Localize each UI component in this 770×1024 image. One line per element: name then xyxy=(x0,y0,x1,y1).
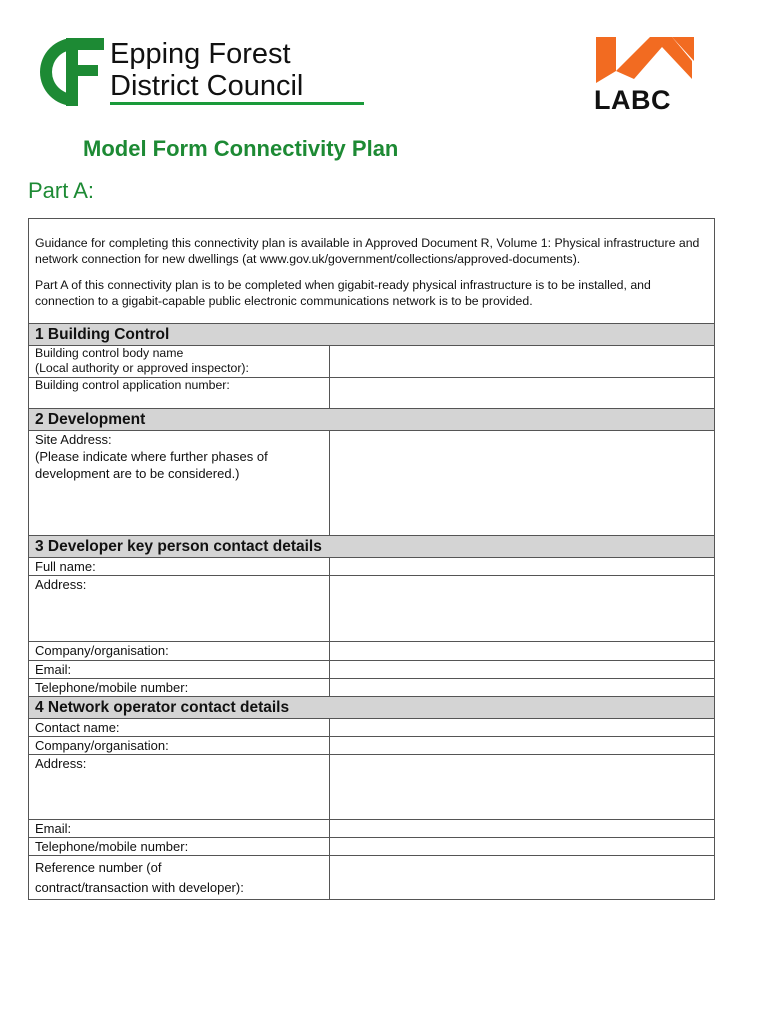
operator-contact-name-field[interactable] xyxy=(330,719,714,736)
developer-full-name-row xyxy=(29,557,714,575)
developer-email-label: Email: xyxy=(29,661,330,678)
building-control-body-name-row xyxy=(29,345,714,377)
site-address-row xyxy=(29,430,714,535)
section-developer-contact-heading: 3 Developer key person contact details xyxy=(29,535,714,557)
developer-telephone-field[interactable] xyxy=(330,679,714,696)
council-name-line1: Epping Forest xyxy=(110,38,291,70)
connectivity-plan-form xyxy=(28,218,715,900)
operator-address-label: Address: xyxy=(29,755,330,819)
developer-address-label: Address: xyxy=(29,576,330,641)
developer-email-row xyxy=(29,660,714,678)
developer-email-field[interactable] xyxy=(330,661,714,678)
labc-roof-icon xyxy=(594,33,710,85)
building-control-body-name-label xyxy=(29,346,330,377)
label-line: Building control application number: xyxy=(35,378,230,392)
label-line: Reference number (of xyxy=(35,860,162,875)
operator-reference-label xyxy=(29,856,330,899)
operator-address-row xyxy=(29,754,714,819)
operator-email-row xyxy=(29,819,714,837)
developer-address-field[interactable] xyxy=(330,576,714,641)
developer-telephone-label: Telephone/mobile number: xyxy=(29,679,330,696)
labc-logo xyxy=(594,33,710,113)
section-development-heading: 2 Development xyxy=(29,408,714,430)
labc-text: LABC xyxy=(594,85,671,115)
efdc-logo xyxy=(36,34,341,110)
operator-company-row xyxy=(29,736,714,754)
council-name-line2: District Council xyxy=(110,70,304,102)
building-control-application-number-field[interactable] xyxy=(330,378,714,408)
part-title: Part A: xyxy=(28,178,95,203)
operator-telephone-row xyxy=(29,837,714,855)
operator-address-field[interactable] xyxy=(330,755,714,819)
site-address-field[interactable] xyxy=(330,431,714,535)
operator-email-field[interactable] xyxy=(330,820,714,837)
operator-reference-row xyxy=(29,855,714,899)
operator-company-label: Company/organisation: xyxy=(29,737,330,754)
guidance-paragraph-2: Part A of this connectivity plan is to be completed when gigabit-ready physical infrastructure is to be installed, and connection to a gigabit-capable public electronic communications network is to be provided. xyxy=(35,278,651,308)
council-name xyxy=(110,38,303,102)
building-control-body-name-field[interactable] xyxy=(330,346,714,377)
section-building-control-heading: 1 Building Control xyxy=(29,323,714,345)
operator-telephone-field[interactable] xyxy=(330,838,714,855)
document-title: Model Form Connectivity Plan xyxy=(83,136,399,161)
section-network-operator-heading: 4 Network operator contact details xyxy=(29,696,714,718)
operator-company-field[interactable] xyxy=(330,737,714,754)
building-control-application-number-row xyxy=(29,377,714,408)
operator-email-label: Email: xyxy=(29,820,330,837)
guidance-paragraph-1: Guidance for completing this connectivity plan is available in Approved Document R, Volume 1: Physical infrastructure and network connection for new dwellings (at www.gov.uk/government/collections/approved-documents). xyxy=(35,236,700,266)
label-line: Building control body name xyxy=(35,346,184,360)
developer-full-name-field[interactable] xyxy=(330,558,714,575)
operator-reference-field[interactable] xyxy=(330,856,714,899)
label-line: (Please indicate where further phases of xyxy=(35,449,268,464)
label-line: Site Address: xyxy=(35,432,112,447)
operator-contact-name-row xyxy=(29,718,714,736)
developer-telephone-row xyxy=(29,678,714,696)
operator-contact-name-label: Contact name: xyxy=(29,719,330,736)
developer-full-name-label: Full name: xyxy=(29,558,330,575)
label-line: contract/transaction with developer): xyxy=(35,880,244,895)
building-control-application-number-label xyxy=(29,378,330,408)
label-line: (Local authority or approved inspector): xyxy=(35,361,249,375)
council-name-underline xyxy=(110,102,364,105)
site-address-label xyxy=(29,431,330,535)
efdc-emblem-icon xyxy=(36,34,106,110)
developer-company-row xyxy=(29,641,714,660)
label-line: development are to be considered.) xyxy=(35,466,240,481)
guidance-text xyxy=(29,219,714,323)
developer-company-label: Company/organisation: xyxy=(29,642,330,660)
developer-address-row xyxy=(29,575,714,641)
operator-telephone-label: Telephone/mobile number: xyxy=(29,838,330,855)
developer-company-field[interactable] xyxy=(330,642,714,660)
